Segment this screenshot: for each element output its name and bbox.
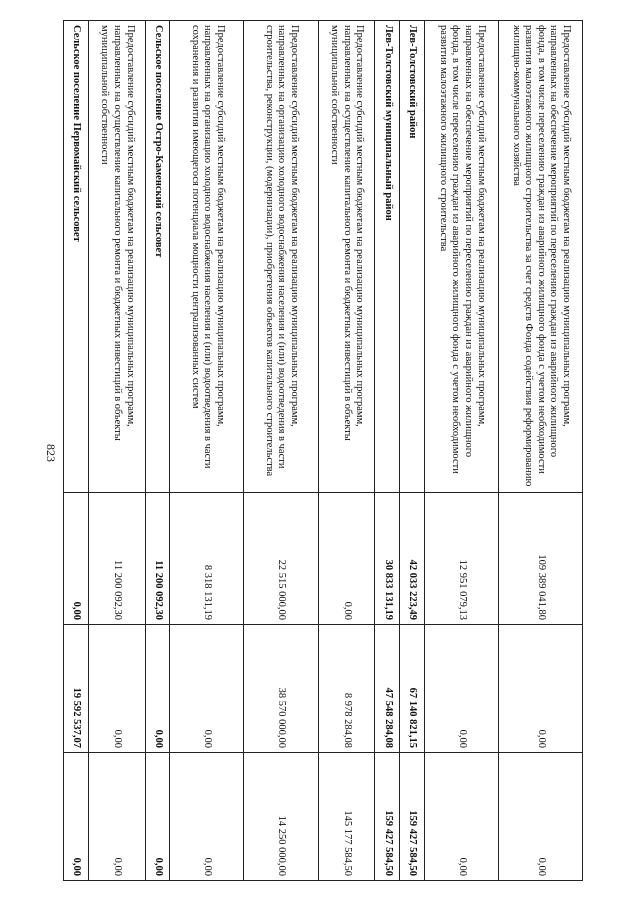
value-cell-2: 0,00 xyxy=(88,625,145,753)
value-cell-2: 19 592 537,07 xyxy=(64,625,89,753)
row-name: Лев-Толстовский муниципальный район xyxy=(375,21,400,493)
row-name: Предоставление субсидий местным бюджетам на реализацию муниципальных программ, направленных на осуществление капитального ремонта и бюджетных инвестиций в объекты муниципальной собственности xyxy=(88,21,145,493)
table-row xyxy=(400,21,425,881)
row-name: Предоставление субсидий местным бюджетам на реализацию муниципальных программ, направленных на организацию холодного водоснабжения населения и (или) водоотведения в части сохранения и развития имеющегося потенциала мощности централизованных систем xyxy=(170,21,244,493)
table-row xyxy=(170,21,244,881)
value-cell-3: 0,00 xyxy=(170,753,244,881)
table-row xyxy=(318,21,375,881)
value-cell-1: 12 951 079,13 xyxy=(424,493,498,625)
table-row xyxy=(375,21,400,881)
value-cell-1: 42 033 223,49 xyxy=(400,493,425,625)
value-cell-1: 11 200 092,30 xyxy=(88,493,145,625)
row-name: Предоставление субсидий местным бюджетам на реализацию муниципальных программ, направленных на организацию холодного водоснабжения населения и (или) водоотведения в части строительства, реконструкции, (модернизации), приобретения объектов капитального строительства xyxy=(244,21,318,493)
value-cell-2: 8 978 284,08 xyxy=(318,625,375,753)
value-cell-2: 67 140 821,15 xyxy=(400,625,425,753)
row-name: Предоставление субсидий местным бюджетам на реализацию муниципальных программ, направленных на обеспечение мероприятий по переселению граждан из аварийного жилищного фонда, в том числе переселению граждан из аварийного жилищного фонда с учетом необходимости развития малоэтажного жилищного строительства за счет средств Фонда содействия реформированию жилищно-коммунального хозяйства xyxy=(499,21,583,493)
table-row xyxy=(145,21,170,881)
table-row xyxy=(499,21,583,881)
table-row xyxy=(88,21,145,881)
value-cell-1: 11 200 092,30 xyxy=(145,493,170,625)
value-cell-1: 109 389 041,80 xyxy=(499,493,583,625)
value-cell-1: 0,00 xyxy=(64,493,89,625)
value-cell-1: 30 833 131,19 xyxy=(375,493,400,625)
table-row xyxy=(244,21,318,881)
value-cell-1: 8 318 131,19 xyxy=(170,493,244,625)
table-row xyxy=(424,21,498,881)
value-cell-3: 0,00 xyxy=(145,753,170,881)
value-cell-2: 0,00 xyxy=(499,625,583,753)
value-cell-3: 159 427 584,50 xyxy=(400,753,425,881)
value-cell-2: 0,00 xyxy=(170,625,244,753)
budget-table-container xyxy=(63,20,583,880)
value-cell-3: 14 250 000,00 xyxy=(244,753,318,881)
value-cell-2: 0,00 xyxy=(424,625,498,753)
budget-table xyxy=(63,20,583,881)
value-cell-2: 0,00 xyxy=(145,625,170,753)
row-name: Сельское поселение Остро-Каменский сельсовет xyxy=(145,21,170,493)
table-row xyxy=(64,21,89,881)
value-cell-3: 0,00 xyxy=(499,753,583,881)
value-cell-1: 0,00 xyxy=(318,493,375,625)
row-name: Лев-Толстовский район xyxy=(400,21,425,493)
value-cell-3: 0,00 xyxy=(64,753,89,881)
value-cell-2: 47 548 284,08 xyxy=(375,625,400,753)
value-cell-3: 0,00 xyxy=(424,753,498,881)
row-name: Сельское поселение Первомайский сельсовет xyxy=(64,21,89,493)
value-cell-3: 159 427 584,50 xyxy=(375,753,400,881)
row-name: Предоставление субсидий местным бюджетам на реализацию муниципальных программ, направленных на осуществление капитального ремонта и бюджетных инвестиций в объекты муниципальной собственности xyxy=(318,21,375,493)
value-cell-3: 145 177 584,50 xyxy=(318,753,375,881)
value-cell-1: 22 515 000,00 xyxy=(244,493,318,625)
value-cell-3: 0,00 xyxy=(88,753,145,881)
page-number: 823 xyxy=(44,444,58,462)
value-cell-2: 38 570 000,00 xyxy=(244,625,318,753)
row-name: Предоставление субсидий местным бюджетам на реализацию муниципальных программ, направленных на обеспечение мероприятий по переселению граждан из аварийного жилищного фонда, в том числе переселению граждан из аварийного жилищного фонда с учетом необходимости развития малоэтажного жилищного строительства xyxy=(424,21,498,493)
